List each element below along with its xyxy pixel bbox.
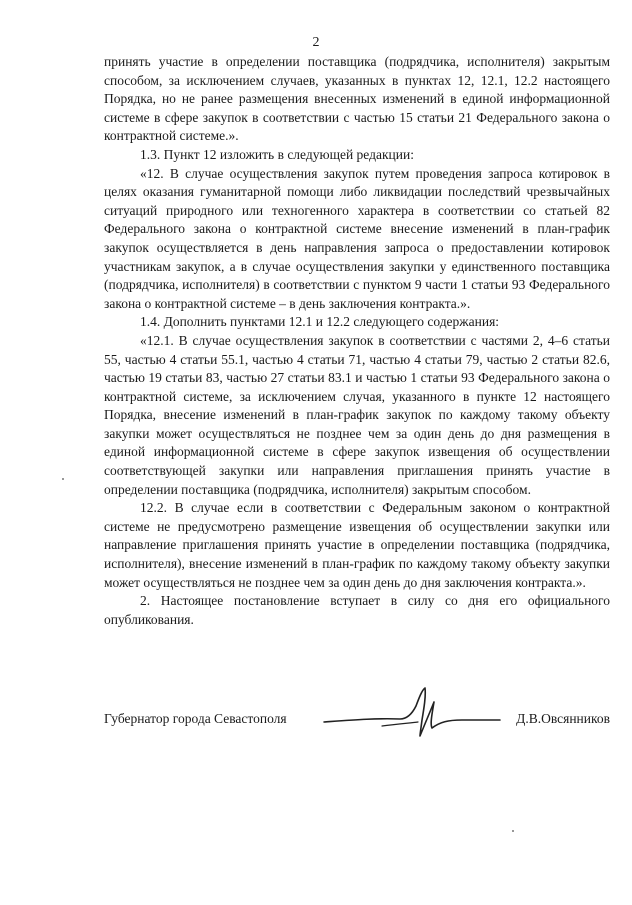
signatory-name: Д.В.Овсянников [516,711,610,726]
paragraph-continuation: принять участие в определении поставщика (подрядчика, исполнителя) закрытым способом, за исключением случаев, указанных в пунктах 12, 12.1, 12.2 настоящего Порядка, но не ранее размещения внесенных изменений в единой информационной системе в сфере закупок в соответствии с частью 15 статьи 21 Федерального закона о контрактной системе.». [104,54,610,144]
paragraph-effective-date: 2. Настоящее постановление вступает в силу со дня его официального опубликования. [104,593,610,627]
signature-block [104,682,610,742]
scan-speck [512,830,514,832]
paragraph-clause-12-2: 12.2. В случае если в соответствии с Федеральным законом о контрактной системе не предусмотрено размещение извещения об осуществлении закупки или направление приглашения принять участие в определении поставщика (подрядчика, исполнителя), внесение изменений в план-график по каждому такому объекту закупки может осуществляться не позднее чем за один день до дня заключения контракта.». [104,500,610,590]
paragraph-item-1-3: 1.3. Пункт 12 изложить в следующей редакции: [140,146,414,162]
document-body [104,53,610,629]
handwritten-signature [322,682,502,738]
signatory-title: Губернатор города Севастополя [104,711,287,726]
paragraph-clause-12: «12. В случае осуществления закупок путем проведения запроса котировок в целях оказания гуманитарной помощи либо ликвидации последствий чрезвычайных ситуаций природного или техногенного характера в соответствии со статьей 82 Федерального закона о контрактной системе внесение изменений в план-график закупок осуществляется в день направления запроса о предоставлении котировок участникам закупок, а в случае осуществления закупки у единственного поставщика (подрядчика, исполнителя) в соответствии с пунктом 9 части 1 статьи 93 Федерального закона о контрактной системе – в день заключения контракта.». [104,165,610,311]
page-number: 2 [312,35,320,50]
paragraph-clause-12-1: «12.1. В случае осуществления закупок в соответствии с частями 2, 4–6 статьи 55, частью 4 статьи 55.1, частью 4 статьи 71, частью 4 статьи 79, частью 2 статьи 82.6, частью 19 статьи 83, частью 27 статьи 83.1 и частью 1 статьи 93 Федерального закона о контрактной системе, за исключением случая, указанного в пункте 12 настоящего Порядка, внесение изменений в план-график закупок по каждому такому объекту закупки может осуществляться не позднее чем за один день до дня размещения в единой информационной системе в сфере закупок извещения об осуществлении соответствующей закупки или направления приглашения принять участие в определении поставщика (подрядчика, исполнителя) закрытым способом. [104,332,610,497]
scan-speck [62,478,64,480]
paragraph-item-1-4: 1.4. Дополнить пунктами 12.1 и 12.2 следующего содержания: [140,314,500,330]
